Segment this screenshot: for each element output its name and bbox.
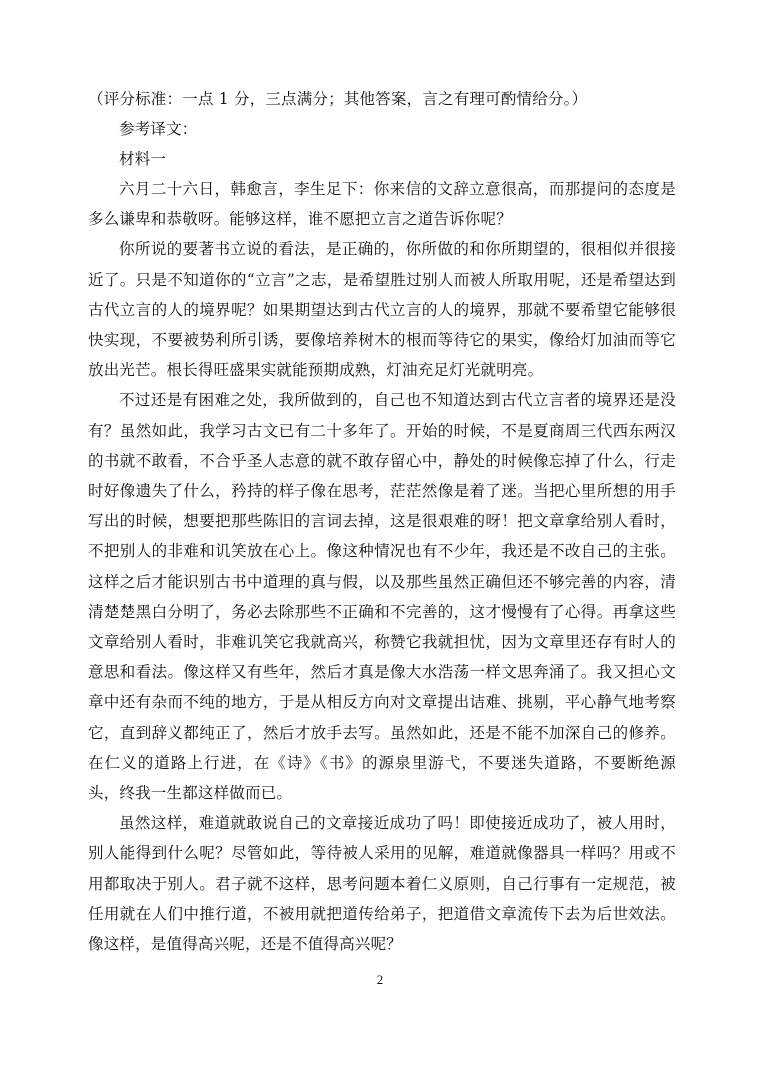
material-heading: 材料一 bbox=[119, 150, 167, 168]
paragraph-4: 虽然这样，难道就敢说自己的文章接近成功了吗！即使接近成功了，被人用时，别人能得到什么呢？尽管如此，等待被人采用的见解，难道就像器具一样吗？用或不用都取决于别人。君子就不这样，思考问题本着仁义原则，自己行事有一定规范，被任用就在人们中推行道，不被用就把道传给弟子，把道借文章流传下去为后世效法。像这样，是值得高兴呢，还是不值得高兴呢？ bbox=[88, 814, 676, 954]
paragraph-1: 六月二十六日，韩愈言，李生足下：你来信的文辞立意很高，而那提问的态度是多么谦卑和恭敬呀。能够这样，谁不愿把立言之道告诉你呢？ bbox=[88, 180, 676, 229]
paragraph-2: 你所说的要著书立说的看法，是正确的，你所做的和你所期望的，很相似并很接近了。只是不知道你的“立言”之志，是希望胜过别人而被人所取用呢，还是希望达到古代立言的人的境界呢？如果期望达到古代立言的人的境界，那就不要希望它能够很快实现，不要被势利所引诱，要像培养树木的根而等待它的果实，像给灯加油而等它放出光芒。根长得旺盛果实就能预期成熟，灯油充足灯光就明亮。 bbox=[88, 240, 676, 380]
page-content bbox=[88, 84, 676, 959]
scoring-note: （评分标准：一点 1 分，三点满分；其他答案，言之有理可酌情给分。） bbox=[88, 90, 588, 108]
page-number: 2 bbox=[376, 972, 384, 987]
paragraph-3: 不过还是有困难之处，我所做到的，自己也不知道达到古代立言者的境界还是没有？虽然如此，我学习古文已有二十多年了。开始的时候，不是夏商周三代西东两汉的书就不敢看，不合乎圣人志意的就不敢存留心中，静处的时候像忘掉了什么，行走时好像遗失了什么，矜持的样子像在思考，茫茫然像是着了迷。当把心里所想的用手写出的时候，想要把那些陈旧的言词去掉，这是很艰难的呀！把文章拿给别人看时，不把别人的非难和讥笑放在心上。像这种情况也有不少年，我还是不改自己的主张。这样之后才能识别古书中道理的真与假，以及那些虽然正确但还不够完善的内容，清清楚楚黑白分明了，务必去除那些不正确和不完善的，这才慢慢有了心得。再拿这些文章给别人看时，非难讥笑它我就高兴，称赞它我就担忧，因为文章里还存有时人的意思和看法。像这样又有些年，然后才真是像大水浩荡一样文思奔涌了。我又担心文章中还有杂而不纯的地方，于是从相反方向对文章提出诘难、挑剔，平心静气地考察它，直到辞义都纯正了，然后才放手去写。虽然如此，还是不能不加深自己的修养。在仁义的道路上行进，在《诗》《书》的源泉里游弋，不要迷失道路，不要断绝源头，终我一生都这样做而已。 bbox=[88, 391, 676, 803]
reference-heading: 参考译文： bbox=[119, 120, 198, 138]
